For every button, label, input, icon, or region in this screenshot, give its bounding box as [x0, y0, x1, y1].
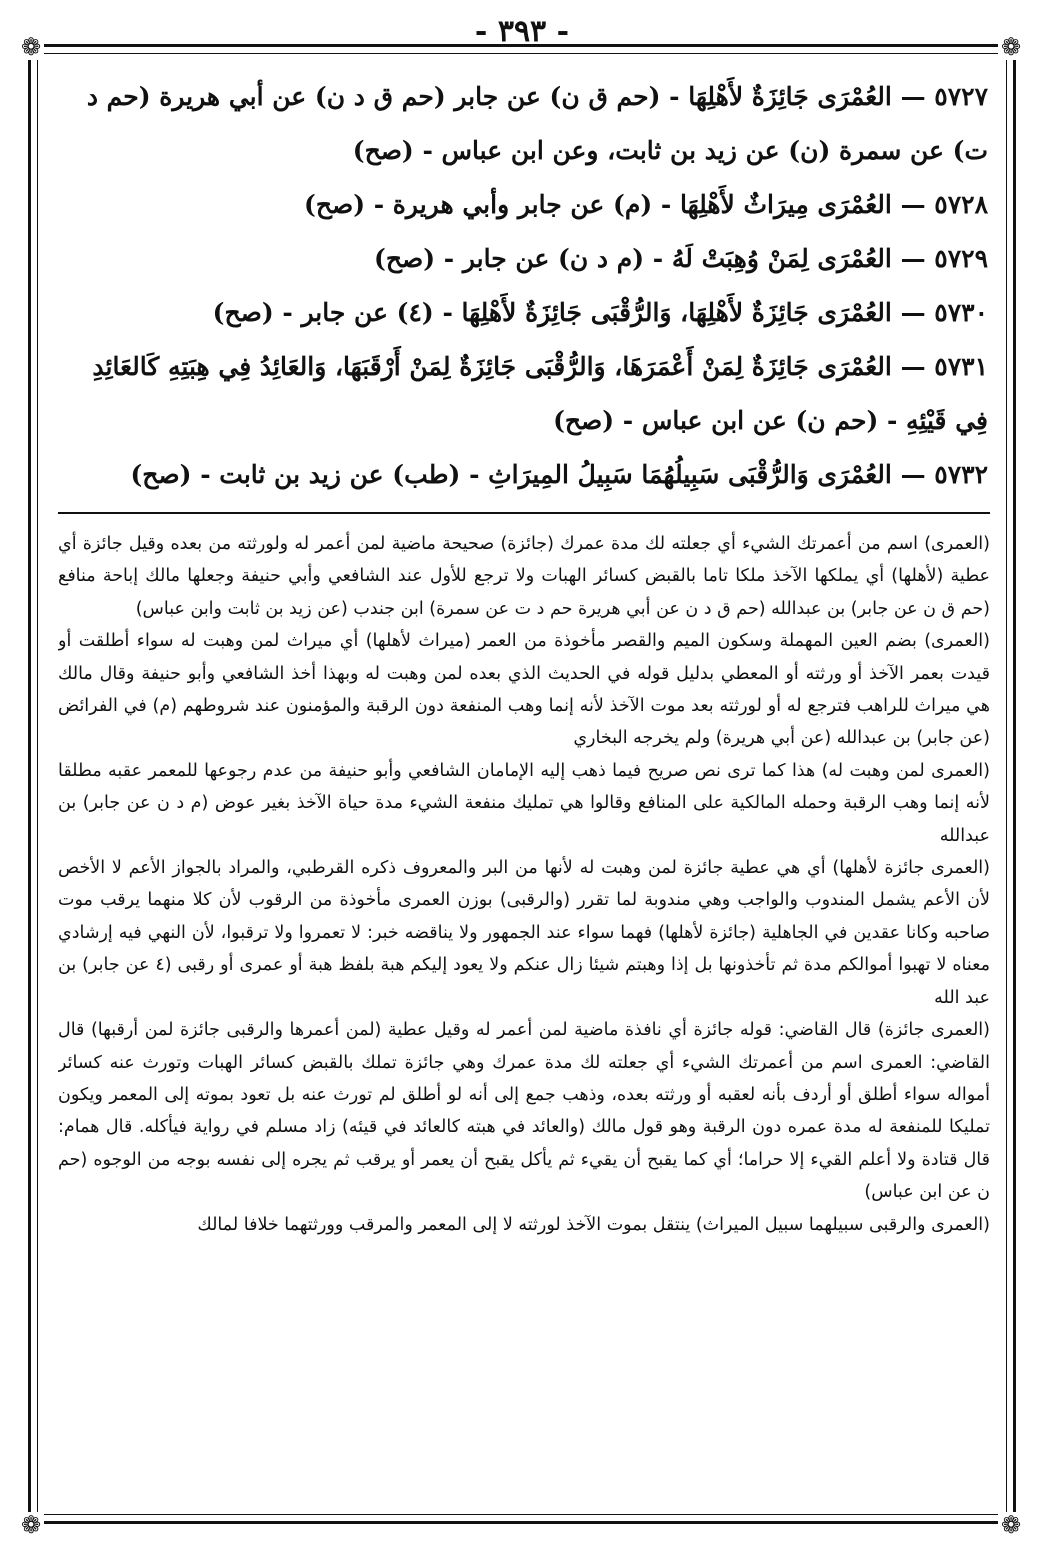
corner-ornament-icon: ❁ — [998, 1512, 1024, 1538]
corner-ornament-icon: ❁ — [18, 1512, 44, 1538]
hadith-5729: ٥٧٢٩ — العُمْرَى لِمَنْ وُهِبَتْ لَهُ - (م د ن) عن جابر - (صح) — [374, 244, 988, 273]
hadith-5730: ٥٧٣٠ — العُمْرَى جَائِزَةٌ لأَهْلِهَا، وَالرُّقْبَى جَائِزَةٌ لأَهْلِهَا - (٤) عن جابر - (صح) — [212, 298, 988, 327]
page-number: - ٣٩٣ - — [474, 14, 570, 49]
corner-ornament-icon: ❁ — [18, 34, 44, 60]
hadith-5732: ٥٧٣٢ — العُمْرَى وَالرُّقْبَى سَبِيلُهُمَا سَبِيلُ المِيرَاثِ - (طب) عن زيد بن ثابت - (صح) — [130, 460, 988, 489]
commentary-paragraph: (العمرى لمن وهبت له) هذا كما ترى نص صريح فيما ذهب إليه الإمامان الشافعي وأبو حنيفة من عدم رجوعها للمعمر عقبه مطلقا لأنه إنما وهب الرقبة وحمله المالكية على المنافع وقالوا هي تمليك منفعة الشيء مدة حياة الآخذ بغير عوض (م د ن عن جابر) بن عبدالله — [58, 760, 990, 846]
hadith-list — [60, 70, 988, 502]
commentary-paragraph: (العمرى جائزة) قال القاضي: قوله جائزة أي نافذة ماضية لمن أعمر له وقيل عطية (لمن أعمرها والرقبى جائزة لمن أرقبها) قال القاضي: العمرى اسم من أعمرتك الشيء أي جعلته لك مدة عمرك وهي جائزة تملك بالقبض كسائر الهبات وتورث عنه كسائر أمواله سواء أطلق أو أردف بأنه لعقبه أو ورثته بعده، وذهب جمع إلى أنه لو أطلق لم تورث عنه بل تعود بموته إلى المعمر ويكون تمليكا للمنفعة له مدة عمره دون الرقبة وهو قول مالك (والعائد في هبته كالعائد في قيئه) زاد مسلم في رواية فيأكله. قال همام: قال قتادة ولا أعلم القيء إلا حراما؛ أي كما يقبح أن يقيء ثم يأكل يقبح أن يعمر أو يرقب ثم يجره إلى نفسه بوجه من الوجوه (حم ن عن ابن عباس) — [58, 1020, 990, 1203]
commentary-paragraph: (العمرى) اسم من أعمرتك الشيء أي جعلته لك مدة عمرك (جائزة) صحيحة ماضية لمن أعمر له ولورثته من بعده وقيل جائزة أي عطية (لأهلها) أي يملكها الآخذ ملكا تاما بالقبض كسائر الهبات ولا ترجع للأول عند الشافعي وأبي حنيفة وجعلها مالك إباحة منافع (حم ق ن عن جابر) بن عبدالله (حم ق د ن عن أبي هريرة حم د ت عن سمرة) ابن جندب (عن زيد بن ثابت وابن عباس) — [58, 534, 990, 619]
hadith-5728: ٥٧٢٨ — العُمْرَى مِيرَاثٌ لأَهْلِهَا - (م) عن جابر وأبي هريرة - (صح) — [304, 190, 988, 219]
commentary-paragraph: (العمرى) بضم العين المهملة وسكون الميم والقصر مأخوذة من العمر (ميراث لأهلها) أي ميراث لمن وهبت له سواء أطلقت أو قيدت بعمر الآخذ أو ورثته أو المعطي بدليل قوله في الحديث الذي بعده لمن وهبت له وبهذا أخذ الشافعي وأبو حنيفة وقال مالك هي ميراث للراهب فترجع له أو لورثته بعد موت الآخذ لأنه إنما وهب المنفعة دون الرقبة والمؤمنون عند شروطهم (م) في الفرائض (عن جابر) بن عبدالله (عن أبي هريرة) ولم يخرجه البخاري — [58, 631, 990, 749]
hadith-5727: ٥٧٢٧ — العُمْرَى جَائِزَةٌ لأَهْلِهَا - (حم ق ن) عن جابر (حم ق د ن) عن أبي هريرة (حم د ت) عن سمرة (ن) عن زيد بن ثابت، وعن ابن عباس - (صح) — [86, 82, 988, 165]
section-divider — [58, 512, 990, 514]
commentary-section — [58, 528, 990, 1478]
commentary-paragraph: (العمرى والرقبى سبيلهما سبيل الميراث) ينتقل بموت الآخذ لورثته لا إلى المعمر والمرقب وورثتهما خلافا لمالك — [197, 1214, 990, 1235]
hadith-5731: ٥٧٣١ — العُمْرَى جَائِزَةٌ لِمَنْ أَعْمَرَهَا، وَالرُّقْبَى جَائِزَةٌ لِمَنْ أَرْقَبَهَا، وَالعَائِدُ فِي هِبَتِهِ كَالعَائِدِ فِي قَيْئِهِ - (حم ن) عن ابن عباس - (صح) — [92, 352, 988, 435]
corner-ornament-icon: ❁ — [998, 34, 1024, 60]
commentary-paragraph: (العمرى جائزة لأهلها) أي هي عطية جائزة لمن وهبت له لأنها من البر والمعروف ذكره القرطبي، والمراد بالجواز الأعم لا الأخص لأن الأعم يشمل المندوب والواجب وهي مندوبة لما تقرر (والرقبى) بوزن العمرى مأخوذة من الرقوب لأن كلا منهما يرقب موت صاحبه وكانا عقدين في الجاهلية (جائزة لأهلها) فهما سواء عند الجمهور ولا يناقضه خبر: لا تعمروا ولا ترقبوا، لأن النهي فيه إرشادي معناه لا تهبوا أموالكم مدة ثم تأخذونها بل إذا وهبتم شيئا زال عنكم ولا يعود إليكم هبة بلفظ هبة أو عمرى أو رقبى (٤ عن جابر) بن عبد الله — [58, 858, 990, 1008]
